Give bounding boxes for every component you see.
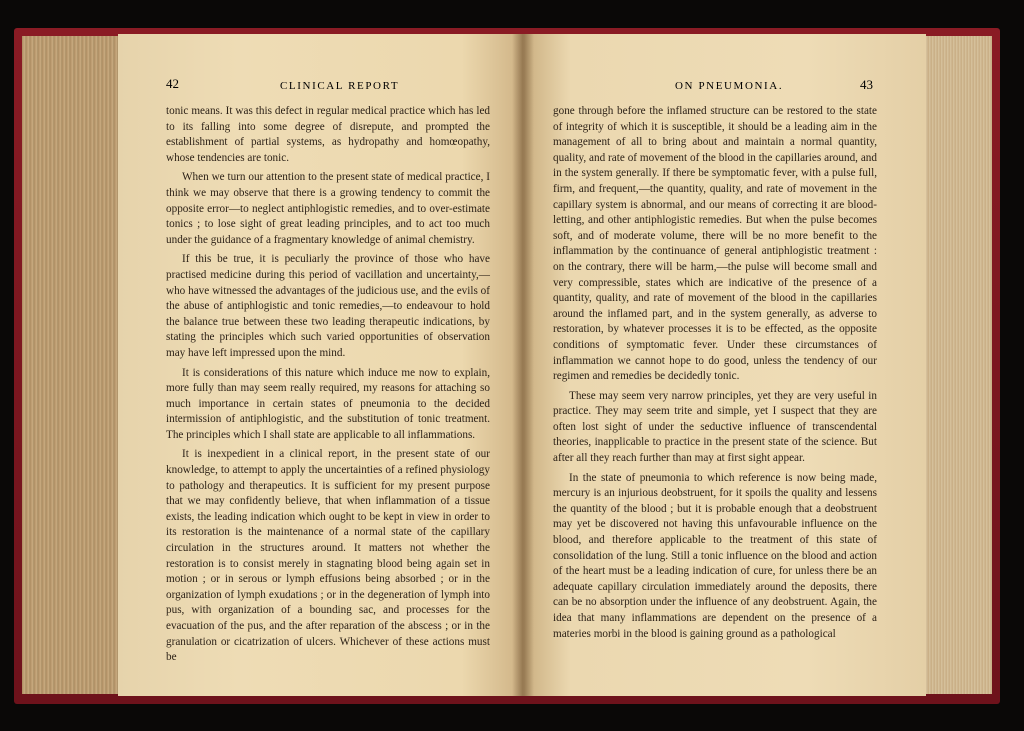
right-page-body <box>553 104 877 646</box>
page-edges-right <box>920 36 992 694</box>
right-running-head: ON PNEUMONIA. <box>675 80 784 92</box>
left-running-head: CLINICAL REPORT <box>280 80 400 92</box>
right-page-number: 43 <box>860 77 873 92</box>
paragraph: It is considerations of this nature which induce me now to explain, more fully than may seem really required, my reasons for attaching so much importance in certain states of pneumonia to the decided intermission of antiphlogistic, and the substitution of tonic treatment. The principles which I shall state are applicable to all inflammations. <box>166 366 490 441</box>
paragraph: tonic means. It was this defect in regular medical practice which has led to its falling into some degree of disrepute, and prompted the establishment of partial systems, as hydropathy and homœopathy, whose tendencies are tonic. <box>166 105 490 164</box>
left-page-body <box>166 104 490 670</box>
left-page-number: 42 <box>166 76 179 91</box>
paragraph: gone through before the inflamed structure can be restored to the state of integrity of which it is susceptible, it should be a leading aim in the management of all to bring about and maintain a normal quantity, quality, and rate of movement of the blood in the capillaries around, and in the system generally. If there be symptomatic fever, with a pulse full, firm, and frequent,—the quantity, quality, and rate of movement in the capillary system is abnormal, and our means of correcting it are blood-letting, and other antiphlogistic remedies. But when the pulse becomes soft, and of moderate volume, there will be no more benefit to the inflammation by the continuance of general antiphlogistic treatment : on the contrary, there will be harm,—the pulse will become small and very compressible, states which are indicative of the presence of a quantity, quality, and rate of movement of the blood in the capillaries around the inflamed part, and in the system generally, as adverse to restoration, by whatever processes it is to be effected, as the opposite conditions of symptomatic fever. Under these circumstances of inflammation we cannot hope to do good, unless the tendency of our regimen and remedies be decidedly tonic. <box>553 105 877 383</box>
paragraph: In the state of pneumonia to which reference is now being made, mercury is an injurious deobstruent, for it spoils the quality and lessens the quantity of the blood ; but it is probable enough that a deobstruent may yet be discovered not having this unfavourable influence on the blood, and therefore applicable to the treatment of this state of consolidation of the lung. Still a tonic influence on the blood and action of the heart must be a leading indication of cure, for unless there be an adequate capillary circulation immediately around the deposits, there can be no absorption under the influence of any deobstruent. Again, the idea that many inflammations are dependent on the presence of a materies morbi in the blood is gaining ground as a pathological <box>553 471 877 640</box>
paragraph: When we turn our attention to the present state of medical practice, I think we may observe that there is a growing tendency to commit the opposite error—to neglect antiphlogistic remedies, and to over-estimate tonics ; to lose sight of great leading principles, and to act too much under the guidance of a fragmentary knowledge of animal chemistry. <box>166 171 490 246</box>
paragraph: If this be true, it is peculiarly the province of those who have practised medicine during this period of vacillation and uncertainty,—who have witnessed the advantages of the judicious use, and the evils of the abuse of antiphlogistic and tonic remedies,—to endeavour to hold the balance true between these two leading therapeutic indications, by stating the principles which such varied opportunities of observation may have left impressed upon the mind. <box>166 253 490 359</box>
page-edges-left <box>22 36 122 694</box>
paragraph: These may seem very narrow principles, yet they are very useful in practice. They may seem trite and simple, yet I suspect that they are often lost sight of under the seductive influence of transcendental theories, inapplicable to practice in the present state of the science. But after all they reach further than may at first sight appear. <box>553 389 877 465</box>
paragraph: It is inexpedient in a clinical report, in the present state of our knowledge, to attempt to apply the uncertainties of a refined physiology to pathology and therapeutics. It is sufficient for my present purpose that we may confidently believe, that when inflammation of a tissue exists, the leading indication which ought to be kept in view in order to its restoration is the maintenance of a normal state of the capillary circulation in the structures around. It matters not whether the restoration is to consist merely in stagnating blood being again set in motion ; or in serous or lymph effusions being absorbed ; or in the organization of lymph exudations ; or in the degeneration of lymph into pus, with organization of a bounding sac, and processes for the evacuation of the pus, and the after reparation of the abscess ; or in the granulation or cicatrization of ulcers. Whichever of these actions must be <box>166 448 490 664</box>
book-gutter <box>512 34 534 696</box>
